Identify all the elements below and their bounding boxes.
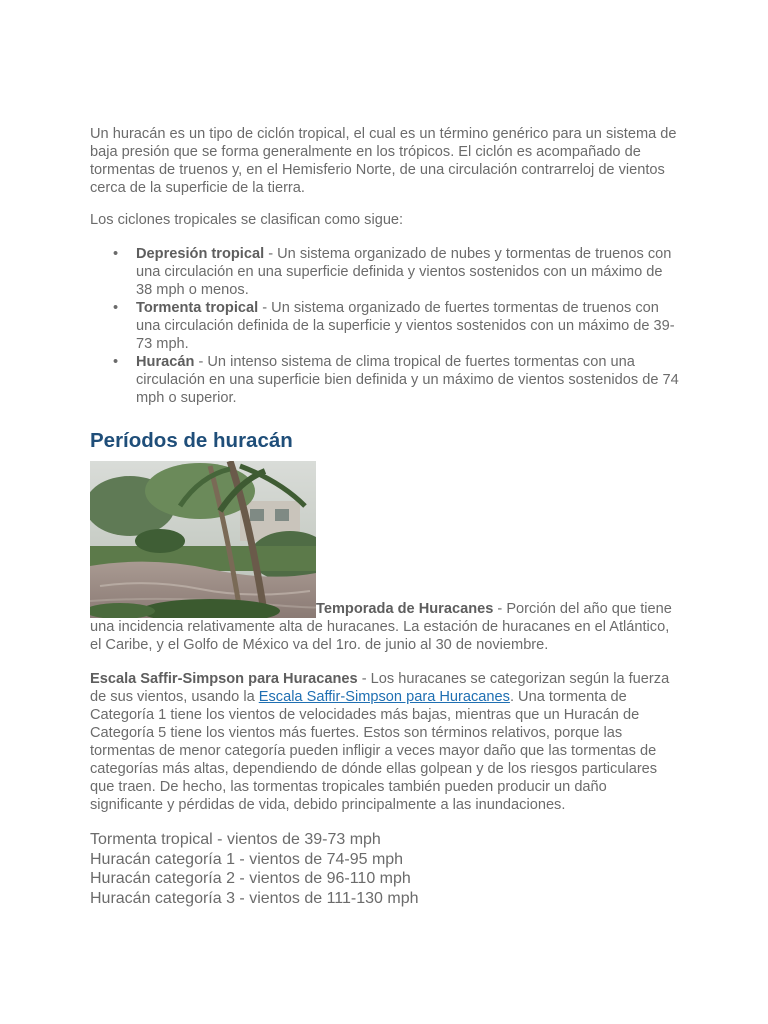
- wind-category-line: Tormenta tropical - vientos de 39-73 mph: [90, 831, 381, 848]
- season-paragraph: [90, 461, 680, 654]
- class-term: Huracán: [136, 354, 195, 370]
- list-item: [113, 353, 680, 407]
- list-item: [113, 299, 680, 353]
- list-item: [113, 245, 680, 299]
- saffir-simpson-link[interactable]: Escala Saffir-Simpson para Huracanes: [258, 689, 510, 705]
- saffir-term: Escala Saffir-Simpson para Huracanes: [90, 671, 358, 687]
- season-term: Temporada de Huracanes: [316, 601, 494, 617]
- wind-category-line: Huracán categoría 2 - vientos de 96-110 mph: [90, 870, 411, 887]
- classification-intro: Los ciclones tropicales se clasifican como sigue:: [90, 212, 404, 228]
- wind-category-line: Huracán categoría 3 - vientos de 111-130 mph: [90, 889, 419, 907]
- bullet-icon: •: [113, 354, 119, 370]
- hurricane-damage-photo: [90, 461, 316, 618]
- class-desc: - Un sistema organizado de fuertes tormentas de truenos con una circulación definida de la superficie y vientos sostenidos con un máximo de 39-73 mph.: [136, 300, 675, 352]
- cyclone-class-list: [90, 245, 680, 407]
- saffir-simpson-paragraph: [90, 670, 680, 814]
- document-body: [90, 125, 680, 908]
- class-term: Tormenta tropical: [136, 300, 259, 316]
- class-desc: - Un intenso sistema de clima tropical de fuertes tormentas con una circulación en una superficie bien definida y un máximo de vientos sostenidos de 74 mph o superior.: [136, 354, 679, 406]
- wind-category-line: Huracán categoría 1 - vientos de 74-95 mph: [90, 850, 404, 868]
- class-desc: - Un sistema organizado de nubes y tormentas de truenos con una circulación en una superficie definida y vientos sostenidos con un máximo de 38 mph o menos.: [136, 246, 672, 298]
- saffir-desc-before: - Los huracanes se categorizan según la fuerza de sus vientos, usando la: [90, 671, 670, 705]
- wind-categories: [90, 830, 680, 908]
- section-title: Períodos de huracán: [90, 429, 293, 452]
- bullet-icon: •: [113, 246, 119, 262]
- saffir-desc-after: . Una tormenta de Categoría 1 tiene los vientos de velocidades más bajas, mientras que un Huracán de Categoría 5 tiene los vientos más fuertes. Estos son términos relativos, porque las tormentas de menor categoría pueden infligir a veces mayor daño que las tormentas de categorías más altas, dependiendo de dónde ellas golpean y de los riesgos particulares que traen. De hecho, las tormentas tropicales también pueden producir un daño significante y pérdidas de vida, debido principalmente a las inundaciones.: [90, 689, 658, 813]
- bullet-icon: •: [113, 300, 119, 316]
- class-term: Depresión tropical: [136, 246, 265, 262]
- season-desc: - Porción del año que tiene una incidencia relativamente alta de huracanes. La estación de huracanes en el Atlántico, el Caribe, y el Golfo de México va del 1ro. de junio al 30 de noviembre.: [90, 601, 672, 653]
- intro-paragraph: Un huracán es un tipo de ciclón tropical, el cual es un término genérico para un sistema de baja presión que se forma generalmente en los trópicos. El ciclón es acompañado de tormentas de truenos y, en el Hemisferio Norte, de una circulación contrarreloj de vientos cerca de la superficie de la tierra.: [90, 126, 677, 196]
